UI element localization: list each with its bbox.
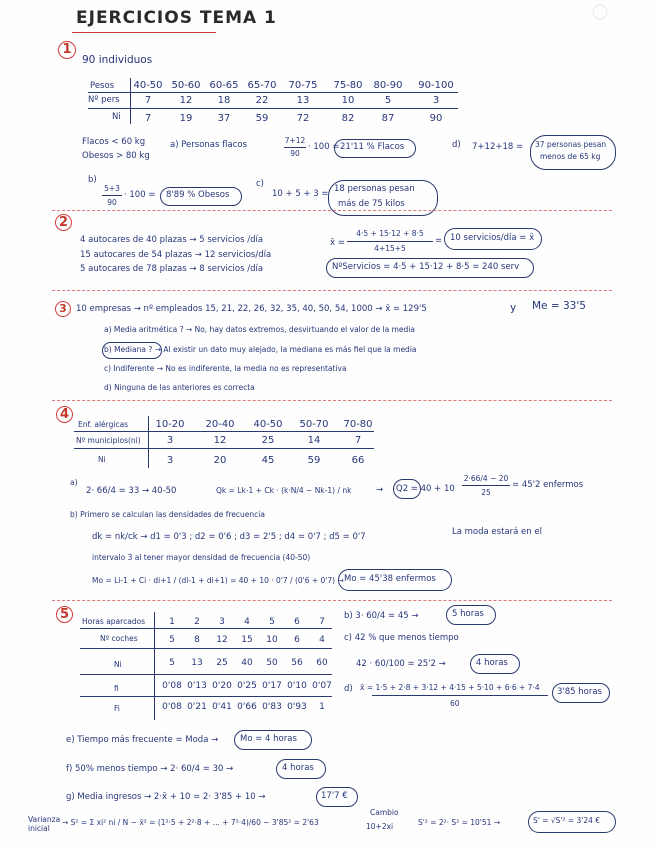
e4-cell: 59 <box>307 455 321 466</box>
e5-d-frac-bar <box>372 695 548 696</box>
e5-cell: 6 <box>294 635 300 645</box>
e5-f-line: f) 50% menos tiempo → 2· 60/4 = 30 → <box>66 764 234 774</box>
exercise-2-number: 2 <box>55 214 72 231</box>
e1-table-line <box>88 108 458 109</box>
e2-frac-num: 4·5 + 15·12 + 8·5 <box>356 229 424 238</box>
e1-intro: 90 individuos <box>82 54 153 66</box>
e5-e-line: e) Tiempo más frecuente = Moda → <box>66 735 219 745</box>
e4-moda-text: La moda estará en el <box>452 527 542 537</box>
section-divider <box>52 210 612 211</box>
e5-cambio-sub: 10+2xi <box>366 822 394 831</box>
e5-var-result: S' = √S'² = 3'24 € <box>533 816 601 825</box>
e1-table-line <box>88 92 458 93</box>
e5-var-expr: → S² = Σ xi² ni / N − x̄² = (1²·5 + 2²·8 + ... + 7²·4)/60 − 3'85² = 2'63 <box>62 818 319 827</box>
e1-cell: 13 <box>296 95 310 106</box>
e1-row-label-Ni: Ni <box>112 112 121 122</box>
e2-xbar-label: x̄ = <box>330 238 345 248</box>
e4-cell: 10-20 <box>155 419 185 430</box>
e1-c-result-2: más de 75 kilos <box>338 199 405 209</box>
e1-cell: 82 <box>341 113 355 124</box>
e4-cell: 25 <box>261 435 275 446</box>
exercise-1-number: 1 <box>58 41 76 59</box>
page-title: EJERCICIOS TEMA 1 <box>76 8 277 28</box>
section-divider <box>52 400 612 401</box>
e5-cell: 15 <box>241 635 253 645</box>
e5-cell: 60 <box>316 658 328 668</box>
e1-cell: 5 <box>384 95 392 106</box>
e5-c-result: 4 horas <box>476 658 508 668</box>
e2-eq: = <box>435 236 443 246</box>
e4-table-divider <box>148 416 149 468</box>
e1-cell: 87 <box>381 113 395 124</box>
e5-d-label: d) <box>344 684 353 694</box>
e1-cell: 90-100 <box>418 80 454 91</box>
e1-cell: 18 <box>217 95 231 106</box>
e5-cell: 8 <box>194 635 200 645</box>
e1-cell: 37 <box>217 113 231 124</box>
e4-a-label: a) <box>70 478 78 487</box>
e4-cell: 3 <box>166 455 174 466</box>
e3-and: y <box>510 302 517 314</box>
e3-option-d: d) Ninguna de las anteriores es correcta <box>104 383 255 392</box>
e5-var-final: S'² = 2²· S² = 10'51 → <box>418 818 501 827</box>
e3-option-b: b) Mediana ? → Al existir un dato muy alejado, la mediana es más fiel que la media <box>104 345 417 354</box>
e5-cell: 0'08 <box>162 702 182 712</box>
exercise-5-number: 5 <box>56 606 73 623</box>
e1-d-result-2: menos de 65 kg <box>540 152 601 161</box>
e1-b-frac-num: 5+3 <box>104 184 120 193</box>
e5-cell: 0'93 <box>287 702 307 712</box>
e5-cell: 4 <box>319 635 325 645</box>
e5-var-label: Varianza inicial <box>28 815 61 833</box>
e4-cell: 20-40 <box>205 419 235 430</box>
section-divider <box>52 600 612 601</box>
e4-mo-result: Mo = 45'38 enfermos <box>344 574 436 584</box>
e4-a-expr: 2· 66/4 = 33 → 40-50 <box>86 486 177 496</box>
e2-nserv: NºServicios = 4·5 + 15·12 + 8·5 = 240 serv <box>332 262 520 272</box>
e5-d-den: 60 <box>450 699 460 708</box>
e1-cell: 40-50 <box>133 80 163 91</box>
e2-frac-bar <box>347 241 433 242</box>
e5-b-result: 5 horas <box>452 609 484 619</box>
e4-row-label-Ni: Ni <box>98 455 106 464</box>
e1-cell: 7 <box>144 95 152 106</box>
e1-cell: 22 <box>255 95 269 106</box>
e5-cell: 2 <box>194 617 200 627</box>
e2-line-3: 5 autocares de 78 plazas → 8 servicios /día <box>80 264 264 274</box>
e5-cell: 0'41 <box>212 702 232 712</box>
e5-cell: 0'83 <box>262 702 282 712</box>
e5-d-result: 3'85 horas <box>557 687 602 697</box>
e5-cell: 13 <box>191 658 203 668</box>
e4-interval-text: intervalo 3 al tener mayor densidad de frecuencia (40-50) <box>92 553 311 562</box>
e5-row-label-Ni: Ni <box>114 660 122 669</box>
e1-a-frac-num: 7+12 <box>284 136 306 145</box>
e1-cell: 65-70 <box>247 80 277 91</box>
e4-row-label-ni: Nº municipios(ni) <box>76 436 141 445</box>
e5-f-result: 4 horas <box>282 763 314 773</box>
e5-cell: 25 <box>216 658 228 668</box>
e4-cell: 3 <box>166 435 174 446</box>
e3-median: Me = 33'5 <box>532 300 586 312</box>
e5-cell: 0'20 <box>212 681 232 691</box>
e1-cell: 50-60 <box>171 80 201 91</box>
e5-c-calc: 42 · 60/100 = 25'2 → <box>356 659 446 669</box>
e1-cell: 7 <box>144 113 152 124</box>
e5-table-line <box>80 628 332 629</box>
e5-cell: 5 <box>269 617 275 627</box>
e5-cell: 12 <box>216 635 228 645</box>
page-corner-mark-icon <box>590 2 610 22</box>
e5-cell: 0'25 <box>237 681 257 691</box>
e2-result: 10 servicios/día = x̄ <box>450 233 535 243</box>
e4-table-line <box>74 448 374 449</box>
e1-d-label: d) <box>452 140 461 150</box>
e1-a-rest: · 100 = <box>308 142 340 152</box>
e5-cell: 5 <box>169 635 175 645</box>
e1-a-result: 21'11 % Flacos <box>340 142 405 152</box>
e4-cell: 50-70 <box>299 419 329 430</box>
e1-b-frac-den: 90 <box>107 198 117 207</box>
e4-q-frac-den: 25 <box>481 488 491 497</box>
e5-cambio: Cambio <box>370 808 399 817</box>
e4-q-frac-bar <box>462 485 510 486</box>
e5-row-label-Fi: Fi <box>114 704 120 713</box>
e5-cell: 0'66 <box>237 702 257 712</box>
e2-line-2: 15 autocares de 54 plazas → 12 servicios/día <box>80 250 272 260</box>
e5-cell: 5 <box>169 658 175 668</box>
e1-d-expr: 7+12+18 = <box>472 142 524 152</box>
e1-c-label: c) <box>256 179 264 189</box>
e4-cell: 66 <box>351 455 365 466</box>
e5-cell: 0'08 <box>162 681 182 691</box>
e5-cell: 0'17 <box>262 681 282 691</box>
e2-line-1: 4 autocares de 40 plazas → 5 servicios /día <box>80 235 264 245</box>
e4-densities: dk = nk/ck → d1 = 0'3 ; d2 = 0'6 ; d3 = 2'5 ; d4 = 0'7 ; d5 = 0'7 <box>92 532 366 542</box>
e5-e-result: Mo = 4 horas <box>240 734 297 744</box>
e3-statement: 10 empresas → nº empleados 15, 21, 22, 26, 32, 35, 40, 50, 54, 1000 → x̄ = 129'5 <box>76 304 427 314</box>
e4-cell: 12 <box>213 435 227 446</box>
e5-cell: 0'10 <box>287 681 307 691</box>
e4-table-line <box>74 431 374 432</box>
e1-b-label: b) <box>88 175 97 185</box>
e1-cell: 72 <box>296 113 310 124</box>
e1-c-result-1: 18 personas pesan <box>334 184 415 194</box>
e4-b-line: b) Primero se calculan las densidades de frecuencia <box>70 510 265 519</box>
e5-cell: 6 <box>294 617 300 627</box>
e1-cell: 90 <box>429 113 443 124</box>
e5-table-line <box>80 696 332 697</box>
e5-cell: 7 <box>319 617 325 627</box>
exercise-4-number: 4 <box>56 406 73 423</box>
e5-cell: 0'13 <box>187 681 207 691</box>
title-underline <box>72 32 216 33</box>
e4-cell: 45 <box>261 455 275 466</box>
e1-cell: 75-80 <box>333 80 363 91</box>
e4-cell: 7 <box>354 435 362 446</box>
e4-q-result: Q2 = 40 + 10 <box>396 484 455 494</box>
e3-option-c: c) Indiferente → No es indiferente, la media no es representativa <box>104 364 347 373</box>
e1-cell: 80-90 <box>373 80 403 91</box>
e1-a-frac-bar <box>284 147 306 148</box>
e5-cell: 1 <box>319 702 325 712</box>
e5-cell: 40 <box>241 658 253 668</box>
e5-table-line <box>80 674 332 675</box>
e1-b-frac-bar <box>102 195 122 196</box>
e1-d-result-1: 37 personas pesan <box>535 140 607 149</box>
e5-d-num: x̄ = 1·5 + 2·8 + 3·12 + 4·15 + 5·10 + 6·6 + 7·4 <box>360 683 540 692</box>
e4-q-arrow: → <box>376 485 384 495</box>
e1-cell: 3 <box>432 95 440 106</box>
e2-frac-den: 4+15+5 <box>374 244 406 253</box>
e4-cell: 70-80 <box>343 419 373 430</box>
e1-c-expr: 10 + 5 + 3 = <box>272 189 329 199</box>
e1-obesos-def: Obesos > 80 kg <box>82 151 150 161</box>
e5-row-label-horas: Horas aparcados <box>82 617 146 626</box>
e1-cell: 70-75 <box>288 80 318 91</box>
e4-mo-formula: Mo = Li-1 + Ci · di+1 / (di-1 + di+1) = 40 + 10 · 0'7 / (0'6 + 0'7) → <box>92 576 344 585</box>
e1-b-rest: · 100 = <box>124 190 156 200</box>
e5-cell: 10 <box>266 635 278 645</box>
e1-b-result: 8'89 % Obesos <box>166 190 230 200</box>
e3-option-a: a) Media aritmética ? → No, hay datos extremos, desvirtuando el valor de la media <box>104 325 415 334</box>
e5-c-line: c) 42 % que menos tiempo <box>344 633 459 643</box>
e4-q-formula: Qk = Lk-1 + Ck · (k·N/4 − Nk-1) / nk <box>216 486 352 495</box>
e1-row-label-npers: Nº pers <box>88 95 120 105</box>
e5-cell: 50 <box>266 658 278 668</box>
e5-cell: 56 <box>291 658 303 668</box>
e1-cell: 60-65 <box>209 80 239 91</box>
e5-g-line: g) Media ingresos → 2·x̄ + 10 = 2· 3'85 + 10 → <box>66 792 266 802</box>
e5-row-label-coches: Nº coches <box>100 634 138 643</box>
e1-cell: 10 <box>341 95 355 106</box>
e1-cell: 19 <box>179 113 193 124</box>
e5-cell: 1 <box>169 617 175 627</box>
e5-table-line <box>80 648 332 649</box>
e4-cell: 20 <box>213 455 227 466</box>
exercise-3-number: 3 <box>55 301 71 317</box>
e1-cell: 12 <box>179 95 193 106</box>
e1-a-frac-den: 90 <box>290 149 300 158</box>
e4-q-frac-num: 2·66/4 − 20 <box>463 474 509 483</box>
e4-q-final: = 45'2 enfermos <box>512 480 584 490</box>
section-divider <box>52 290 612 291</box>
e4-cell: 40-50 <box>253 419 283 430</box>
e5-b-line: b) 3· 60/4 = 45 → <box>344 611 419 621</box>
e5-cell: 4 <box>244 617 250 627</box>
e1-cell: 59 <box>255 113 269 124</box>
e5-cell: 0'21 <box>187 702 207 712</box>
e1-row-label-pesos: Pesos <box>90 81 115 91</box>
e5-row-label-fi: fi <box>114 684 119 693</box>
e5-cell: 3 <box>219 617 225 627</box>
e1-flacos-def: Flacos < 60 kg <box>82 137 146 147</box>
e5-cell: 0'07 <box>312 681 332 691</box>
e4-row-label-enf: Enf. alérgicas <box>78 420 129 429</box>
e4-cell: 14 <box>307 435 321 446</box>
e5-g-result: 17'7 € <box>321 791 348 801</box>
e1-a-label: a) Personas flacos <box>170 140 247 150</box>
